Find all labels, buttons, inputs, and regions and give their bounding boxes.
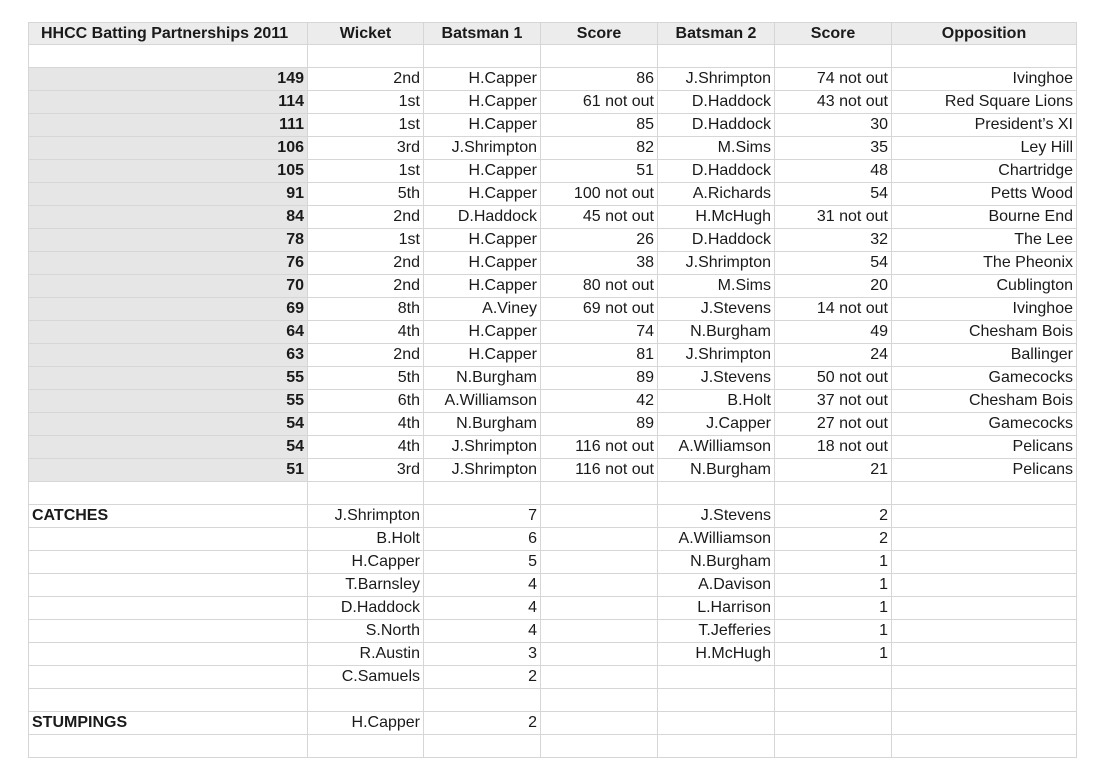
empty-cell[interactable] bbox=[658, 482, 775, 505]
partnership-cell[interactable]: D.Haddock bbox=[424, 206, 541, 229]
partnership-cell[interactable]: 20 bbox=[775, 275, 892, 298]
fielder-name[interactable]: R.Austin bbox=[308, 643, 424, 666]
partnership-row bbox=[28, 68, 1077, 91]
empty-cell[interactable] bbox=[541, 482, 658, 505]
partnership-cell[interactable]: N.Burgham bbox=[424, 413, 541, 436]
partnership-cell[interactable]: N.Burgham bbox=[658, 459, 775, 482]
partnership-cell[interactable]: 49 bbox=[775, 321, 892, 344]
partnership-cell[interactable]: J.Shrimpton bbox=[658, 344, 775, 367]
partnership-cell[interactable]: 35 bbox=[775, 137, 892, 160]
partnership-cell[interactable]: 89 bbox=[541, 367, 658, 390]
partnership-cell[interactable]: Cublington bbox=[892, 275, 1077, 298]
fielder-name[interactable]: N.Burgham bbox=[658, 551, 775, 574]
empty-cell[interactable] bbox=[541, 45, 658, 68]
partnership-cell[interactable]: 14 not out bbox=[775, 298, 892, 321]
fielder-name[interactable]: H.Capper bbox=[308, 712, 424, 735]
partnership-row bbox=[28, 459, 1077, 482]
header-cell[interactable]: Batsman 1 bbox=[424, 22, 541, 45]
partnership-row bbox=[28, 252, 1077, 275]
partnership-cell[interactable]: J.Capper bbox=[658, 413, 775, 436]
partnership-cell[interactable]: H.Capper bbox=[424, 252, 541, 275]
empty-cell[interactable] bbox=[424, 735, 541, 758]
partnership-cell[interactable]: 105 bbox=[28, 160, 308, 183]
catches-row bbox=[28, 643, 1077, 666]
fielder-name[interactable]: S.North bbox=[308, 620, 424, 643]
catches-row bbox=[28, 551, 1077, 574]
partnership-cell[interactable]: 38 bbox=[541, 252, 658, 275]
partnership-cell[interactable]: 116 not out bbox=[541, 436, 658, 459]
fielder-count[interactable] bbox=[775, 712, 892, 735]
partnership-cell[interactable]: J.Stevens bbox=[658, 298, 775, 321]
partnership-cell[interactable]: 32 bbox=[775, 229, 892, 252]
partnership-row bbox=[28, 344, 1077, 367]
partnership-cell[interactable]: 1st bbox=[308, 114, 424, 137]
partnership-cell[interactable]: 48 bbox=[775, 160, 892, 183]
partnership-cell[interactable]: 63 bbox=[28, 344, 308, 367]
partnership-cell[interactable]: Ley Hill bbox=[892, 137, 1077, 160]
partnership-cell[interactable]: 89 bbox=[541, 413, 658, 436]
catches-row bbox=[28, 505, 1077, 528]
partnership-cell[interactable]: J.Shrimpton bbox=[424, 436, 541, 459]
partnership-cell[interactable]: A.Viney bbox=[424, 298, 541, 321]
partnership-row bbox=[28, 114, 1077, 137]
partnership-cell[interactable]: H.Capper bbox=[424, 321, 541, 344]
empty-cell[interactable] bbox=[541, 689, 658, 712]
partnership-cell[interactable]: The Pheonix bbox=[892, 252, 1077, 275]
partnership-cell[interactable]: 80 not out bbox=[541, 275, 658, 298]
fielder-name[interactable]: L.Harrison bbox=[658, 597, 775, 620]
partnership-row bbox=[28, 390, 1077, 413]
partnership-cell[interactable]: 86 bbox=[541, 68, 658, 91]
partnership-cell[interactable]: H.Capper bbox=[424, 183, 541, 206]
catches-label[interactable]: CATCHES bbox=[28, 505, 308, 528]
fielder-count[interactable]: 1 bbox=[775, 597, 892, 620]
fielder-name[interactable]: A.Williamson bbox=[658, 528, 775, 551]
fielder-name[interactable]: C.Samuels bbox=[308, 666, 424, 689]
partnership-cell[interactable]: N.Burgham bbox=[424, 367, 541, 390]
fielder-name[interactable]: H.McHugh bbox=[658, 643, 775, 666]
empty-cell[interactable] bbox=[308, 735, 424, 758]
partnership-cell[interactable]: 76 bbox=[28, 252, 308, 275]
fielder-name[interactable]: A.Davison bbox=[658, 574, 775, 597]
empty-cell[interactable] bbox=[28, 735, 308, 758]
empty-cell[interactable] bbox=[892, 551, 1077, 574]
empty-cell[interactable] bbox=[28, 666, 308, 689]
partnership-cell[interactable]: 82 bbox=[541, 137, 658, 160]
partnership-cell[interactable]: D.Haddock bbox=[658, 160, 775, 183]
partnership-cell[interactable]: 2nd bbox=[308, 68, 424, 91]
empty-cell[interactable] bbox=[892, 689, 1077, 712]
empty-cell[interactable] bbox=[541, 643, 658, 666]
partnership-cell[interactable]: Ivinghoe bbox=[892, 298, 1077, 321]
partnership-cell[interactable]: J.Shrimpton bbox=[424, 137, 541, 160]
empty-cell[interactable] bbox=[892, 597, 1077, 620]
partnership-cell[interactable]: N.Burgham bbox=[658, 321, 775, 344]
partnership-cell[interactable]: 81 bbox=[541, 344, 658, 367]
fielder-count[interactable]: 1 bbox=[775, 551, 892, 574]
blank-row bbox=[28, 45, 1077, 68]
partnership-cell[interactable]: M.Sims bbox=[658, 137, 775, 160]
fielder-name[interactable]: B.Holt bbox=[308, 528, 424, 551]
empty-cell[interactable] bbox=[892, 666, 1077, 689]
header-row bbox=[28, 22, 1077, 45]
partnership-cell[interactable]: H.Capper bbox=[424, 114, 541, 137]
partnership-cell[interactable]: M.Sims bbox=[658, 275, 775, 298]
partnership-cell[interactable]: 54 bbox=[28, 436, 308, 459]
partnership-row bbox=[28, 183, 1077, 206]
partnership-cell[interactable]: 37 not out bbox=[775, 390, 892, 413]
fielder-count[interactable]: 4 bbox=[424, 620, 541, 643]
partnership-cell[interactable]: 31 not out bbox=[775, 206, 892, 229]
empty-cell[interactable] bbox=[308, 689, 424, 712]
empty-cell[interactable] bbox=[28, 528, 308, 551]
partnership-cell[interactable]: 3rd bbox=[308, 459, 424, 482]
partnership-cell[interactable]: 30 bbox=[775, 114, 892, 137]
empty-cell[interactable] bbox=[541, 528, 658, 551]
partnership-cell[interactable]: J.Shrimpton bbox=[658, 68, 775, 91]
empty-cell[interactable] bbox=[28, 45, 308, 68]
fielder-name[interactable]: T.Barnsley bbox=[308, 574, 424, 597]
empty-cell[interactable] bbox=[892, 45, 1077, 68]
partnership-cell[interactable]: 1st bbox=[308, 160, 424, 183]
partnership-cell[interactable]: H.Capper bbox=[424, 229, 541, 252]
fielder-name[interactable]: J.Stevens bbox=[658, 505, 775, 528]
empty-cell[interactable] bbox=[658, 45, 775, 68]
partnership-cell[interactable]: Bourne End bbox=[892, 206, 1077, 229]
fielder-count[interactable] bbox=[775, 666, 892, 689]
empty-cell[interactable] bbox=[775, 735, 892, 758]
blank-row bbox=[28, 482, 1077, 505]
catches-row bbox=[28, 528, 1077, 551]
header-cell[interactable]: Wicket bbox=[308, 22, 424, 45]
empty-cell[interactable] bbox=[541, 574, 658, 597]
partnership-cell[interactable]: 4th bbox=[308, 436, 424, 459]
empty-cell[interactable] bbox=[28, 482, 308, 505]
partnership-cell[interactable]: 116 not out bbox=[541, 459, 658, 482]
partnership-cell[interactable]: 45 not out bbox=[541, 206, 658, 229]
partnership-cell[interactable]: H.Capper bbox=[424, 68, 541, 91]
partnership-cell[interactable]: 74 bbox=[541, 321, 658, 344]
fielder-count[interactable]: 2 bbox=[424, 666, 541, 689]
empty-cell[interactable] bbox=[892, 505, 1077, 528]
partnership-cell[interactable]: 43 not out bbox=[775, 91, 892, 114]
partnership-row bbox=[28, 275, 1077, 298]
fielder-name[interactable]: D.Haddock bbox=[308, 597, 424, 620]
empty-cell[interactable] bbox=[541, 620, 658, 643]
partnership-cell[interactable]: 27 not out bbox=[775, 413, 892, 436]
empty-cell[interactable] bbox=[308, 482, 424, 505]
empty-cell[interactable] bbox=[541, 505, 658, 528]
empty-cell[interactable] bbox=[892, 574, 1077, 597]
empty-cell[interactable] bbox=[541, 735, 658, 758]
fielder-count[interactable]: 7 bbox=[424, 505, 541, 528]
partnership-row bbox=[28, 160, 1077, 183]
partnership-cell[interactable]: Ballinger bbox=[892, 344, 1077, 367]
partnership-cell[interactable]: 84 bbox=[28, 206, 308, 229]
empty-cell[interactable] bbox=[541, 712, 658, 735]
blank-row bbox=[28, 735, 1077, 758]
fielder-count[interactable]: 1 bbox=[775, 574, 892, 597]
blank-row bbox=[28, 689, 1077, 712]
partnership-cell[interactable]: J.Shrimpton bbox=[658, 252, 775, 275]
partnership-cell[interactable]: H.Capper bbox=[424, 344, 541, 367]
empty-cell[interactable] bbox=[28, 689, 308, 712]
partnership-cell[interactable]: Chesham Bois bbox=[892, 390, 1077, 413]
partnership-cell[interactable]: Red Square Lions bbox=[892, 91, 1077, 114]
partnership-cell[interactable]: 3rd bbox=[308, 137, 424, 160]
partnership-cell[interactable]: 1st bbox=[308, 91, 424, 114]
partnership-cell[interactable]: 42 bbox=[541, 390, 658, 413]
partnership-cell[interactable]: A.Williamson bbox=[424, 390, 541, 413]
partnership-cell[interactable]: 114 bbox=[28, 91, 308, 114]
partnership-cell[interactable]: 2nd bbox=[308, 275, 424, 298]
partnership-cell[interactable]: 78 bbox=[28, 229, 308, 252]
empty-cell[interactable] bbox=[28, 574, 308, 597]
partnership-cell[interactable]: The Lee bbox=[892, 229, 1077, 252]
partnership-row bbox=[28, 137, 1077, 160]
fielder-count[interactable]: 2 bbox=[775, 505, 892, 528]
empty-cell[interactable] bbox=[892, 643, 1077, 666]
partnership-cell[interactable]: 51 bbox=[541, 160, 658, 183]
partnership-cell[interactable]: 4th bbox=[308, 413, 424, 436]
header-cell[interactable]: Score bbox=[775, 22, 892, 45]
fielder-count[interactable]: 2 bbox=[424, 712, 541, 735]
partnership-cell[interactable]: 70 bbox=[28, 275, 308, 298]
partnership-cell[interactable]: 55 bbox=[28, 367, 308, 390]
partnership-cell[interactable]: 55 bbox=[28, 390, 308, 413]
fielder-count[interactable]: 3 bbox=[424, 643, 541, 666]
partnership-cell[interactable]: Ivinghoe bbox=[892, 68, 1077, 91]
fielder-name[interactable] bbox=[658, 666, 775, 689]
partnership-cell[interactable]: 91 bbox=[28, 183, 308, 206]
empty-cell[interactable] bbox=[28, 643, 308, 666]
partnership-cell[interactable]: 26 bbox=[541, 229, 658, 252]
fielder-name[interactable] bbox=[658, 712, 775, 735]
partnership-cell[interactable]: Petts Wood bbox=[892, 183, 1077, 206]
partnership-cell[interactable]: 54 bbox=[28, 413, 308, 436]
empty-cell[interactable] bbox=[28, 551, 308, 574]
partnership-cell[interactable]: 106 bbox=[28, 137, 308, 160]
partnership-cell[interactable]: J.Shrimpton bbox=[424, 459, 541, 482]
fielder-count[interactable]: 6 bbox=[424, 528, 541, 551]
header-cell[interactable]: Batsman 2 bbox=[658, 22, 775, 45]
partnership-cell[interactable]: H.Capper bbox=[424, 91, 541, 114]
empty-cell[interactable] bbox=[308, 45, 424, 68]
empty-cell[interactable] bbox=[892, 620, 1077, 643]
empty-cell[interactable] bbox=[28, 620, 308, 643]
partnership-cell[interactable]: D.Haddock bbox=[658, 91, 775, 114]
stumpings-label[interactable]: STUMPINGS bbox=[28, 712, 308, 735]
empty-cell[interactable] bbox=[424, 689, 541, 712]
catches-row bbox=[28, 597, 1077, 620]
empty-cell[interactable] bbox=[541, 666, 658, 689]
partnership-cell[interactable]: 61 not out bbox=[541, 91, 658, 114]
partnership-cell[interactable]: 8th bbox=[308, 298, 424, 321]
partnership-row bbox=[28, 91, 1077, 114]
partnership-cell[interactable]: 85 bbox=[541, 114, 658, 137]
partnership-cell[interactable]: 54 bbox=[775, 183, 892, 206]
partnership-row bbox=[28, 298, 1077, 321]
partnership-cell[interactable]: 50 not out bbox=[775, 367, 892, 390]
partnership-cell[interactable]: D.Haddock bbox=[658, 229, 775, 252]
empty-cell[interactable] bbox=[892, 482, 1077, 505]
partnership-cell[interactable]: H.Capper bbox=[424, 160, 541, 183]
partnership-cell[interactable]: B.Holt bbox=[658, 390, 775, 413]
partnership-cell[interactable]: 111 bbox=[28, 114, 308, 137]
fielder-count[interactable]: 2 bbox=[775, 528, 892, 551]
empty-cell[interactable] bbox=[541, 551, 658, 574]
fielder-count[interactable]: 5 bbox=[424, 551, 541, 574]
fielder-count[interactable]: 4 bbox=[424, 574, 541, 597]
empty-cell[interactable] bbox=[892, 735, 1077, 758]
partnership-cell[interactable]: 74 not out bbox=[775, 68, 892, 91]
partnership-cell[interactable]: 6th bbox=[308, 390, 424, 413]
catches-row bbox=[28, 574, 1077, 597]
partnership-cell[interactable]: J.Stevens bbox=[658, 367, 775, 390]
partnership-cell[interactable]: President’s XI bbox=[892, 114, 1077, 137]
fielder-name[interactable]: T.Jefferies bbox=[658, 620, 775, 643]
empty-cell[interactable] bbox=[658, 735, 775, 758]
partnership-cell[interactable]: Chartridge bbox=[892, 160, 1077, 183]
header-cell[interactable]: HHCC Batting Partnerships 2011 bbox=[28, 22, 308, 45]
partnership-cell[interactable]: Chesham Bois bbox=[892, 321, 1077, 344]
partnership-cell[interactable]: 18 not out bbox=[775, 436, 892, 459]
partnership-cell[interactable]: 2nd bbox=[308, 206, 424, 229]
partnership-cell[interactable]: 54 bbox=[775, 252, 892, 275]
partnership-cell[interactable]: 5th bbox=[308, 183, 424, 206]
partnership-cell[interactable]: 1st bbox=[308, 229, 424, 252]
partnership-cell[interactable]: 149 bbox=[28, 68, 308, 91]
empty-cell[interactable] bbox=[775, 45, 892, 68]
partnership-row bbox=[28, 321, 1077, 344]
stumpings-row bbox=[28, 712, 1077, 735]
fielder-name[interactable]: H.Capper bbox=[308, 551, 424, 574]
empty-cell[interactable] bbox=[892, 528, 1077, 551]
empty-cell[interactable] bbox=[658, 689, 775, 712]
fielder-count[interactable]: 1 bbox=[775, 620, 892, 643]
partnership-row bbox=[28, 436, 1077, 459]
fielder-name[interactable]: J.Shrimpton bbox=[308, 505, 424, 528]
empty-cell[interactable] bbox=[541, 597, 658, 620]
partnership-cell[interactable]: H.McHugh bbox=[658, 206, 775, 229]
partnership-cell[interactable]: 69 bbox=[28, 298, 308, 321]
empty-cell[interactable] bbox=[775, 689, 892, 712]
empty-cell[interactable] bbox=[775, 482, 892, 505]
partnership-cell[interactable]: 2nd bbox=[308, 344, 424, 367]
partnership-row bbox=[28, 229, 1077, 252]
spreadsheet bbox=[28, 22, 1077, 758]
header-cell[interactable]: Opposition bbox=[892, 22, 1077, 45]
partnership-cell[interactable]: 21 bbox=[775, 459, 892, 482]
partnership-cell[interactable]: 4th bbox=[308, 321, 424, 344]
partnership-cell[interactable]: 64 bbox=[28, 321, 308, 344]
partnership-cell[interactable]: 69 not out bbox=[541, 298, 658, 321]
partnership-row bbox=[28, 413, 1077, 436]
partnership-cell[interactable]: Pelicans bbox=[892, 436, 1077, 459]
partnership-cell[interactable]: 100 not out bbox=[541, 183, 658, 206]
partnership-cell[interactable]: Gamecocks bbox=[892, 367, 1077, 390]
partnership-cell[interactable]: Gamecocks bbox=[892, 413, 1077, 436]
catches-row bbox=[28, 666, 1077, 689]
partnership-cell[interactable]: A.Williamson bbox=[658, 436, 775, 459]
partnership-row bbox=[28, 206, 1077, 229]
partnership-cell[interactable]: 51 bbox=[28, 459, 308, 482]
partnership-cell[interactable]: A.Richards bbox=[658, 183, 775, 206]
partnership-cell[interactable]: 2nd bbox=[308, 252, 424, 275]
partnership-cell[interactable]: 24 bbox=[775, 344, 892, 367]
catches-row bbox=[28, 620, 1077, 643]
empty-cell[interactable] bbox=[424, 482, 541, 505]
partnership-cell[interactable]: H.Capper bbox=[424, 275, 541, 298]
partnership-cell[interactable]: 5th bbox=[308, 367, 424, 390]
fielder-count[interactable]: 4 bbox=[424, 597, 541, 620]
partnership-cell[interactable]: Pelicans bbox=[892, 459, 1077, 482]
partnership-row bbox=[28, 367, 1077, 390]
empty-cell[interactable] bbox=[892, 712, 1077, 735]
header-cell[interactable]: Score bbox=[541, 22, 658, 45]
empty-cell[interactable] bbox=[424, 45, 541, 68]
fielder-count[interactable]: 1 bbox=[775, 643, 892, 666]
partnership-cell[interactable]: D.Haddock bbox=[658, 114, 775, 137]
empty-cell[interactable] bbox=[28, 597, 308, 620]
